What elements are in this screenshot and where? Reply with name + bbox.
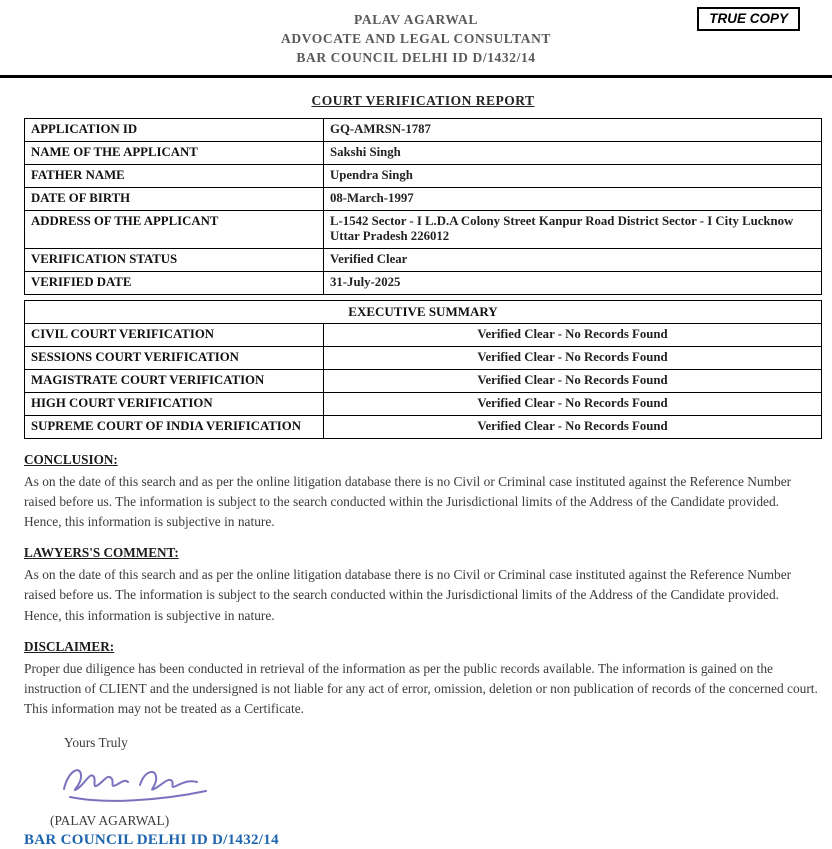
table-row [25, 416, 822, 439]
section-heading: CONCLUSION: [24, 452, 118, 467]
detail-value: 08-March-1997 [324, 188, 822, 211]
document-body [0, 78, 832, 849]
section-lawyers-comment [24, 545, 822, 625]
summary-label: MAGISTRATE COURT VERIFICATION [25, 370, 324, 393]
signatory-name: (PALAV AGARWAL) [50, 812, 170, 828]
detail-value: L-1542 Sector - I L.D.A Colony Street Kanpur Road District Sector - I City Lucknow Uttar Pradesh 226012 [324, 211, 822, 249]
detail-label: NAME OF THE APPLICANT [25, 142, 324, 165]
section-conclusion [24, 452, 822, 532]
detail-label: ADDRESS OF THE APPLICANT [25, 211, 324, 249]
detail-value: 31-July-2025 [324, 272, 822, 295]
executive-summary-table [24, 300, 822, 439]
section-body: Proper due diligence has been conducted in retrieval of the information as per the public records available. The information is gained on the instruction of CLIENT and the undersigned is not liable for any act of error, omission, deletion or non publication of records of the concerned court. This information may not be treated as a Certificate. [24, 660, 818, 716]
detail-label: DATE OF BIRTH [25, 188, 324, 211]
table-row [25, 211, 822, 249]
summary-label: CIVIL COURT VERIFICATION [25, 324, 324, 347]
true-copy-label: TRUE COPY [709, 11, 788, 26]
executive-summary-title: EXECUTIVE SUMMARY [25, 301, 822, 324]
summary-value: Verified Clear - No Records Found [324, 416, 822, 439]
table-header-row [25, 301, 822, 324]
table-row [25, 142, 822, 165]
advocate-bar-id: BAR COUNCIL DELHI ID D/1432/14 [296, 50, 536, 65]
letterhead [0, 0, 832, 67]
summary-label: SUPREME COURT OF INDIA VERIFICATION [25, 416, 324, 439]
table-row [25, 324, 822, 347]
summary-value: Verified Clear - No Records Found [324, 324, 822, 347]
detail-value: Sakshi Singh [324, 142, 822, 165]
summary-value: Verified Clear - No Records Found [324, 393, 822, 416]
summary-label: SESSIONS COURT VERIFICATION [25, 347, 324, 370]
detail-label: VERIFICATION STATUS [25, 249, 324, 272]
table-row [25, 370, 822, 393]
summary-value: Verified Clear - No Records Found [324, 347, 822, 370]
section-disclaimer [24, 639, 822, 719]
footer-bar-council-id: BAR COUNCIL DELHI ID D/1432/14 [24, 831, 279, 848]
section-body: As on the date of this search and as per the online litigation database there is no Civil or Criminal case instituted against the Reference Number raised before us. The information is subject to the search conducted within the Jurisdictional limits of the Address of the Candidate provided. Hence, this information is subjective in nature. [24, 567, 792, 623]
table-row [25, 249, 822, 272]
detail-label: VERIFIED DATE [25, 272, 324, 295]
table-row [25, 188, 822, 211]
summary-label: HIGH COURT VERIFICATION [25, 393, 324, 416]
applicant-details-table [24, 118, 822, 295]
summary-value: Verified Clear - No Records Found [324, 370, 822, 393]
detail-value: Verified Clear [324, 249, 822, 272]
report-title-wrap [24, 92, 822, 110]
table-row [25, 272, 822, 295]
detail-value: Upendra Singh [324, 165, 822, 188]
table-row [25, 393, 822, 416]
detail-value: GQ-AMRSN-1787 [324, 119, 822, 142]
report-title: COURT VERIFICATION REPORT [311, 93, 535, 108]
signature [54, 755, 822, 813]
detail-label: FATHER NAME [25, 165, 324, 188]
table-row [25, 119, 822, 142]
yours-truly-text: Yours Truly [64, 734, 128, 750]
advocate-name: PALAV AGARWAL [354, 12, 478, 27]
table-row [25, 165, 822, 188]
signature-ink-icon [54, 755, 214, 811]
true-copy-stamp [697, 7, 800, 31]
section-body: As on the date of this search and as per the online litigation database there is no Civil or Criminal case instituted against the Reference Number raised before us. The information is subject to the search conducted within the Jurisdictional limits of the Address of the Candidate provided. Hence, this information is subjective in nature. [24, 474, 792, 530]
advocate-designation: ADVOCATE AND LEGAL CONSULTANT [280, 31, 552, 46]
section-heading: DISCLAIMER: [24, 638, 115, 654]
table-row [25, 347, 822, 370]
detail-label: APPLICATION ID [25, 119, 324, 142]
section-heading: LAWYERS'S COMMENT: [24, 545, 179, 561]
